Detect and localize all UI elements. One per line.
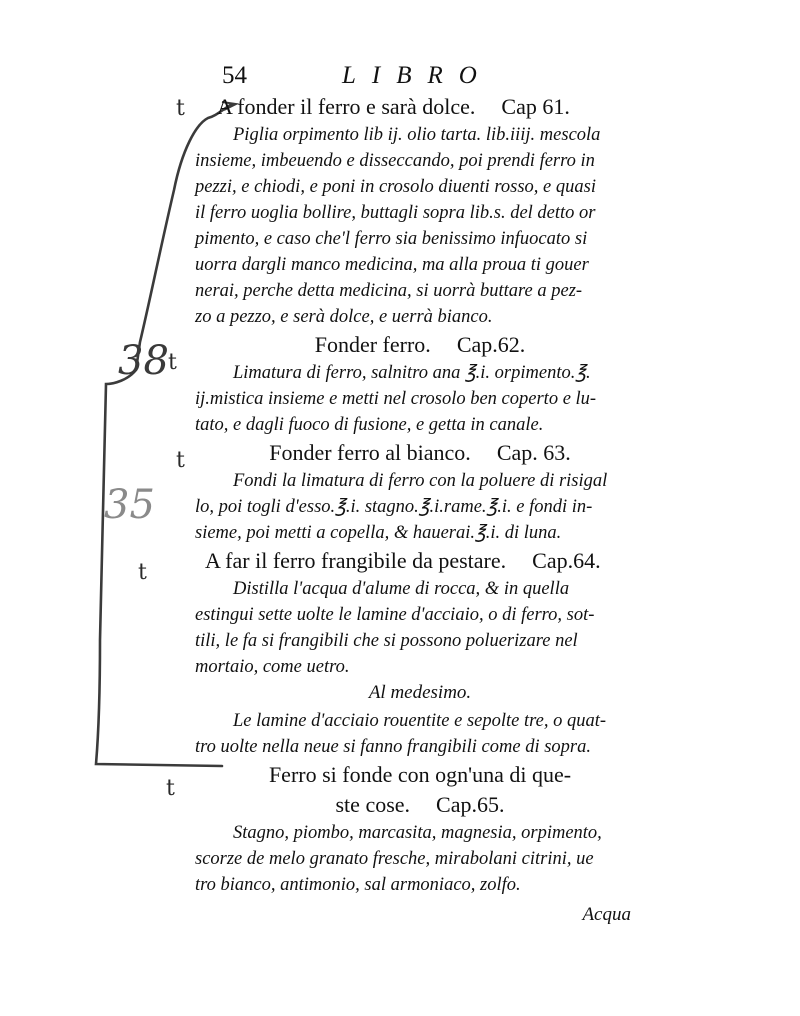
text-line: ij.mistica insieme e metti nel crosolo ben coperto e lu-	[195, 389, 597, 409]
text-line: Fondi la limatura di ferro con la poluere di risigal	[233, 471, 608, 491]
text-line: tato, e dagli fuoco di fusione, e getta in canale.	[195, 415, 544, 435]
text-line: pezzi, e chiodi, e poni in crosolo diuenti rosso, e quasi	[195, 177, 596, 197]
main-text	[195, 92, 645, 928]
chapter-number: Cap.62.	[456, 332, 526, 357]
text-line: Distilla l'acqua d'alume di rocca, & in quella	[233, 579, 570, 599]
text-line: Le lamine d'acciaio rouentite e sepolte tre, o quat-	[233, 711, 607, 731]
text-line: tro bianco, antimonio, sal armoniaco, zolfo.	[195, 875, 521, 895]
text-line: scorze de melo granato fresche, mirabolani citrini, ue	[195, 849, 594, 869]
chapter-title: Fonder ferro.	[314, 332, 431, 357]
subheading-al-medesimo: Al medesimo.	[368, 682, 472, 703]
chapter-heading-65-line1: Ferro si fonde con ogn'una di que-	[268, 762, 572, 787]
marginal-number-38: 38	[118, 338, 169, 384]
chapter-number: Cap.65.	[436, 792, 505, 817]
chapter-heading-65-line2	[195, 790, 645, 820]
text-line: insieme, imbeuendo e disseccando, poi prendi ferro in	[195, 151, 595, 171]
text-line: zo a pezzo, e serà dolce, e uerrà bianco.	[195, 307, 493, 327]
marginal-number-35: 35	[104, 482, 155, 528]
page-number: 54	[222, 62, 247, 89]
marginal-t-mark-3: t	[176, 448, 185, 473]
marginal-t-mark-2: t	[168, 350, 177, 375]
text-line: Piglia orpimento lib ij. olio tarta. lib.iiij. mescola	[233, 125, 601, 145]
text-line: estingui sette uolte le lamine d'acciaio, o di ferro, sot-	[195, 605, 595, 625]
marginal-t-mark-5: t	[166, 776, 175, 801]
chapter-number: Cap 61.	[501, 94, 570, 119]
text-line: sieme, poi metti a copella, & hauerai.℥.i. di luna.	[195, 523, 562, 543]
catchword: Acqua	[582, 904, 631, 925]
chapter-number: Cap. 63.	[496, 440, 571, 465]
chapter-title: Fonder ferro al bianco.	[269, 440, 471, 465]
text-line: Limatura di ferro, salnitro ana ℥.i. orpimento.℥.	[233, 363, 591, 383]
chapter-title: A far il ferro frangibile da pestare.	[205, 548, 507, 573]
chapter-title: ste cose.	[335, 792, 411, 817]
marginal-t-mark-1: t	[176, 96, 185, 121]
text-line: il ferro uoglia bollire, buttagli sopra lib.s. del detto or	[195, 203, 596, 223]
chapter-heading-61	[195, 92, 645, 122]
marginal-t-mark-4: t	[138, 560, 147, 585]
page-header	[222, 62, 642, 96]
text-line: uorra dargli manco medicina, ma alla proua ti gouer	[195, 255, 589, 275]
chapter-heading-62	[195, 330, 645, 360]
running-title: LIBRO	[342, 62, 493, 89]
chapter-title: A fonder il ferro e sarà dolce.	[217, 94, 476, 119]
chapter-heading-63	[195, 438, 645, 468]
text-line: tro uolte nella neue si fanno frangibili come di sopra.	[195, 737, 592, 757]
chapter-number: Cap.64.	[532, 548, 601, 573]
text-line: lo, poi togli d'esso.℥.i. stagno.℥.i.rame.℥.i. e fondi in-	[195, 497, 593, 517]
text-line: tili, le fa si frangibili che si possono poluerizare nel	[195, 631, 578, 651]
chapter-heading-64	[195, 546, 645, 576]
text-line: nerai, perche detta medicina, si uorrà buttare a pez-	[195, 281, 583, 301]
text-line: pimento, e caso che'l ferro sia benissimo infuocato si	[195, 229, 588, 249]
text-line: mortaio, come uetro.	[195, 657, 350, 677]
text-line: Stagno, piombo, marcasita, magnesia, orpimento,	[233, 823, 602, 843]
